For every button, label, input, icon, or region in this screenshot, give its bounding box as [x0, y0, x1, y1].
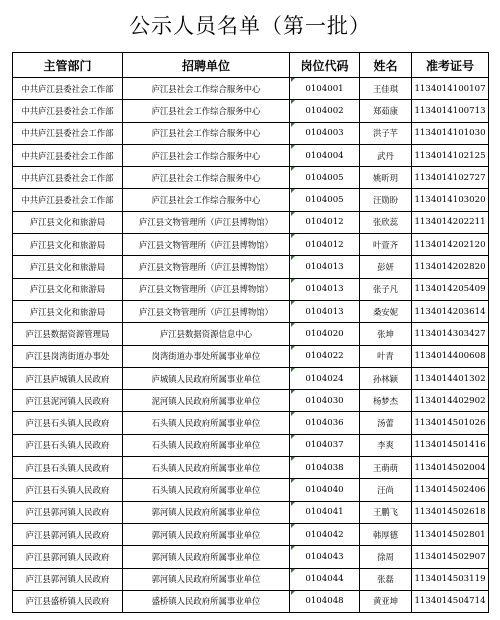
name-cell: 洪子芊 — [360, 122, 412, 144]
department-cell: 庐江县泥河镇人民政府 — [13, 390, 123, 412]
table-row — [13, 234, 489, 256]
department-cell: 庐江县文化和旅游局 — [13, 234, 123, 256]
admission-number-cell: 1134014303427 — [412, 323, 489, 345]
cell-comment-marker — [291, 390, 295, 394]
recruiting-unit-cell: 石头镇人民政府所属事业单位 — [123, 479, 290, 501]
department-cell: 中共庐江县委社会工作部 — [13, 78, 123, 100]
admission-number-cell: 1134014202820 — [412, 256, 489, 278]
table-row — [13, 78, 489, 100]
department-cell: 庐江县庐城镇人民政府 — [13, 367, 123, 389]
name-cell: 黄亚坤 — [360, 590, 412, 612]
position-code-cell — [290, 278, 360, 300]
recruiting-unit-cell: 庐江县社会工作综合服务中心 — [123, 78, 290, 100]
position-code-cell — [290, 501, 360, 523]
position-code-text: 0104005 — [305, 195, 344, 206]
table-row — [13, 568, 489, 590]
table-row — [13, 100, 489, 122]
department-cell: 庐江县郭河镇人民政府 — [13, 523, 123, 545]
cell-comment-marker — [291, 569, 295, 573]
name-cell: 张欣蕊 — [360, 211, 412, 233]
admission-number-cell: 1134014102125 — [412, 144, 489, 166]
recruiting-unit-cell: 庐江县社会工作综合服务中心 — [123, 189, 290, 211]
recruiting-unit-cell: 石头镇人民政府所属事业单位 — [123, 412, 290, 434]
name-cell: 张磊 — [360, 568, 412, 590]
position-code-text: 0104012 — [305, 239, 344, 250]
header-position-code: 岗位代码 — [290, 53, 360, 78]
table-row — [13, 590, 489, 612]
table-row — [13, 501, 489, 523]
name-cell: 王萌萌 — [360, 457, 412, 479]
admission-number-cell: 1134014502406 — [412, 479, 489, 501]
department-cell: 庐江县石头镇人民政府 — [13, 412, 123, 434]
cell-comment-marker — [291, 346, 295, 350]
position-code-text: 0104004 — [305, 150, 344, 161]
name-cell: 汤蕾 — [360, 412, 412, 434]
header-name: 姓名 — [360, 53, 412, 78]
position-code-text: 0104005 — [305, 172, 344, 183]
position-code-text: 0104048 — [305, 596, 344, 607]
admission-number-cell: 1134014501416 — [412, 434, 489, 456]
table-row — [13, 256, 489, 278]
department-cell: 庐江县郭河镇人民政府 — [13, 546, 123, 568]
admission-number-cell: 1134014103020 — [412, 189, 489, 211]
recruiting-unit-cell: 郭河镇人民政府所属事业单位 — [123, 523, 290, 545]
position-code-cell — [290, 479, 360, 501]
cell-comment-marker — [291, 323, 295, 327]
name-cell: 杨梦杰 — [360, 390, 412, 412]
position-code-text: 0104003 — [305, 128, 344, 139]
cell-comment-marker — [291, 234, 295, 238]
cell-comment-marker — [291, 502, 295, 506]
position-code-cell — [290, 300, 360, 322]
position-code-text: 0104042 — [305, 529, 344, 540]
table-row — [13, 144, 489, 166]
name-cell: 王佳琪 — [360, 78, 412, 100]
header-recruiting-unit: 招聘单位 — [123, 53, 290, 78]
position-code-cell — [290, 523, 360, 545]
cell-comment-marker — [291, 368, 295, 372]
department-cell: 庐江县文化和旅游局 — [13, 211, 123, 233]
position-code-text: 0104022 — [305, 351, 344, 362]
recruiting-unit-cell: 庐城镇人民政府所属事业单位 — [123, 367, 290, 389]
department-cell: 庐江县文化和旅游局 — [13, 278, 123, 300]
cell-comment-marker — [291, 256, 295, 260]
admission-number-cell: 1134014502618 — [412, 501, 489, 523]
name-cell: 王鹏飞 — [360, 501, 412, 523]
department-cell: 中共庐江县委社会工作部 — [13, 144, 123, 166]
table-row — [13, 412, 489, 434]
name-cell: 叶萱齐 — [360, 234, 412, 256]
header-admission-number: 准考证号 — [412, 53, 489, 78]
position-code-cell — [290, 390, 360, 412]
position-code-cell — [290, 367, 360, 389]
position-code-text: 0104038 — [305, 462, 344, 473]
position-code-text: 0104013 — [305, 262, 344, 273]
position-code-cell — [290, 144, 360, 166]
table-row — [13, 457, 489, 479]
position-code-cell — [290, 189, 360, 211]
name-cell: 张坤 — [360, 323, 412, 345]
cell-comment-marker — [291, 189, 295, 193]
recruiting-unit-cell: 庐江县文物管理所（庐江县博物馆） — [123, 278, 290, 300]
recruiting-unit-cell: 庐江县社会工作综合服务中心 — [123, 144, 290, 166]
position-code-cell — [290, 412, 360, 434]
table-row — [13, 323, 489, 345]
position-code-text: 0104041 — [305, 507, 344, 518]
position-code-cell — [290, 345, 360, 367]
table-row — [13, 189, 489, 211]
admission-number-cell: 1134014402902 — [412, 390, 489, 412]
cell-comment-marker — [291, 167, 295, 171]
table-row — [13, 300, 489, 322]
position-code-cell — [290, 568, 360, 590]
table-row — [13, 367, 489, 389]
recruiting-unit-cell: 盛桥镇人民政府所属事业单位 — [123, 590, 290, 612]
position-code-text: 0104040 — [305, 484, 344, 495]
admission-number-cell: 1134014101030 — [412, 122, 489, 144]
department-cell: 中共庐江县委社会工作部 — [13, 100, 123, 122]
position-code-text: 0104044 — [305, 574, 344, 585]
name-cell: 李爽 — [360, 434, 412, 456]
department-cell: 庐江县石头镇人民政府 — [13, 457, 123, 479]
position-code-text: 0104043 — [305, 551, 344, 562]
table-row — [13, 434, 489, 456]
recruiting-unit-cell: 庐江县文物管理所（庐江县博物馆） — [123, 211, 290, 233]
table-header-row — [13, 53, 489, 78]
admission-number-cell: 1134014502004 — [412, 457, 489, 479]
cell-comment-marker — [291, 546, 295, 550]
position-code-cell — [290, 167, 360, 189]
admission-number-cell: 1134014401302 — [412, 367, 489, 389]
table-row — [13, 211, 489, 233]
position-code-cell — [290, 234, 360, 256]
table-row — [13, 390, 489, 412]
table-row — [13, 345, 489, 367]
table-row — [13, 167, 489, 189]
cell-comment-marker — [291, 279, 295, 283]
cell-comment-marker — [291, 457, 295, 461]
department-cell: 中共庐江县委社会工作部 — [13, 122, 123, 144]
position-code-cell — [290, 211, 360, 233]
page-title: 公示人员名单（第一批） — [129, 14, 371, 38]
recruiting-unit-cell: 石头镇人民政府所属事业单位 — [123, 457, 290, 479]
department-cell: 中共庐江县委社会工作部 — [13, 167, 123, 189]
name-cell: 郑茹康 — [360, 100, 412, 122]
recruiting-unit-cell: 泥河镇人民政府所属事业单位 — [123, 390, 290, 412]
recruiting-unit-cell: 岗湾街道办事处所属事业单位 — [123, 345, 290, 367]
admission-number-cell: 1134014100713 — [412, 100, 489, 122]
cell-comment-marker — [291, 78, 295, 82]
name-cell: 汪勋盼 — [360, 189, 412, 211]
position-code-cell — [290, 546, 360, 568]
department-cell: 庐江县郭河镇人民政府 — [13, 501, 123, 523]
position-code-text: 0104020 — [305, 328, 344, 339]
position-code-text: 0104037 — [305, 440, 344, 451]
table-row — [13, 523, 489, 545]
position-code-cell — [290, 122, 360, 144]
roster-table — [12, 52, 489, 613]
department-cell: 庐江县郭河镇人民政府 — [13, 568, 123, 590]
cell-comment-marker — [291, 435, 295, 439]
admission-number-cell: 1134014503119 — [412, 568, 489, 590]
recruiting-unit-cell: 郭河镇人民政府所属事业单位 — [123, 568, 290, 590]
admission-number-cell: 1134014203614 — [412, 300, 489, 322]
position-code-cell — [290, 590, 360, 612]
table-row — [13, 278, 489, 300]
position-code-cell — [290, 100, 360, 122]
recruiting-unit-cell: 石头镇人民政府所属事业单位 — [123, 434, 290, 456]
position-code-text: 0104012 — [305, 217, 344, 228]
name-cell: 张子凡 — [360, 278, 412, 300]
table-row — [13, 546, 489, 568]
admission-number-cell: 1134014100107 — [412, 78, 489, 100]
name-cell: 韩厚德 — [360, 523, 412, 545]
position-code-cell — [290, 78, 360, 100]
recruiting-unit-cell: 庐江县文物管理所（庐江县博物馆） — [123, 256, 290, 278]
position-code-text: 0104030 — [305, 395, 344, 406]
department-cell: 中共庐江县委社会工作部 — [13, 189, 123, 211]
cell-comment-marker — [291, 212, 295, 216]
recruiting-unit-cell: 庐江县社会工作综合服务中心 — [123, 100, 290, 122]
position-code-cell — [290, 256, 360, 278]
recruiting-unit-cell: 庐江县文物管理所（庐江县博物馆） — [123, 234, 290, 256]
admission-number-cell: 1134014102727 — [412, 167, 489, 189]
header-department: 主管部门 — [13, 53, 123, 78]
name-cell: 徐周 — [360, 546, 412, 568]
cell-comment-marker — [291, 145, 295, 149]
position-code-text: 0104024 — [305, 373, 344, 384]
name-cell: 汪尚 — [360, 479, 412, 501]
recruiting-unit-cell: 郭河镇人民政府所属事业单位 — [123, 546, 290, 568]
name-cell: 叶青 — [360, 345, 412, 367]
position-code-text: 0104001 — [305, 83, 344, 94]
recruiting-unit-cell: 庐江县文物管理所（庐江县博物馆） — [123, 300, 290, 322]
cell-comment-marker — [291, 412, 295, 416]
cell-comment-marker — [291, 301, 295, 305]
name-cell: 彭妍 — [360, 256, 412, 278]
recruiting-unit-cell: 庐江县社会工作综合服务中心 — [123, 122, 290, 144]
admission-number-cell: 1134014400608 — [412, 345, 489, 367]
cell-comment-marker — [291, 591, 295, 595]
position-code-text: 0104013 — [305, 306, 344, 317]
admission-number-cell: 1134014502801 — [412, 523, 489, 545]
admission-number-cell: 1134014202120 — [412, 234, 489, 256]
department-cell: 庐江县数据资源管理局 — [13, 323, 123, 345]
cell-comment-marker — [291, 123, 295, 127]
position-code-text: 0104002 — [305, 105, 344, 116]
position-code-text: 0104013 — [305, 284, 344, 295]
admission-number-cell: 1134014504714 — [412, 590, 489, 612]
position-code-cell — [290, 434, 360, 456]
table-row — [13, 479, 489, 501]
table-body — [13, 78, 489, 613]
name-cell: 武丹 — [360, 144, 412, 166]
position-code-text: 0104036 — [305, 418, 344, 429]
department-cell: 庐江县文化和旅游局 — [13, 256, 123, 278]
department-cell: 庐江县岗湾街道办事处 — [13, 345, 123, 367]
table-row — [13, 122, 489, 144]
admission-number-cell: 1134014502907 — [412, 546, 489, 568]
position-code-cell — [290, 457, 360, 479]
name-cell: 桑安妮 — [360, 300, 412, 322]
admission-number-cell: 1134014501026 — [412, 412, 489, 434]
department-cell: 庐江县石头镇人民政府 — [13, 434, 123, 456]
department-cell: 庐江县盛桥镇人民政府 — [13, 590, 123, 612]
cell-comment-marker — [291, 524, 295, 528]
cell-comment-marker — [291, 479, 295, 483]
admission-number-cell: 1134014202211 — [412, 211, 489, 233]
admission-number-cell: 1134014205409 — [412, 278, 489, 300]
recruiting-unit-cell: 庐江县社会工作综合服务中心 — [123, 167, 290, 189]
cell-comment-marker — [291, 100, 295, 104]
name-cell: 姚昕玥 — [360, 167, 412, 189]
recruiting-unit-cell: 郭河镇人民政府所属事业单位 — [123, 501, 290, 523]
recruiting-unit-cell: 庐江县数据资源信息中心 — [123, 323, 290, 345]
position-code-cell — [290, 323, 360, 345]
department-cell: 庐江县石头镇人民政府 — [13, 479, 123, 501]
name-cell: 孙林颖 — [360, 367, 412, 389]
department-cell: 庐江县文化和旅游局 — [13, 300, 123, 322]
